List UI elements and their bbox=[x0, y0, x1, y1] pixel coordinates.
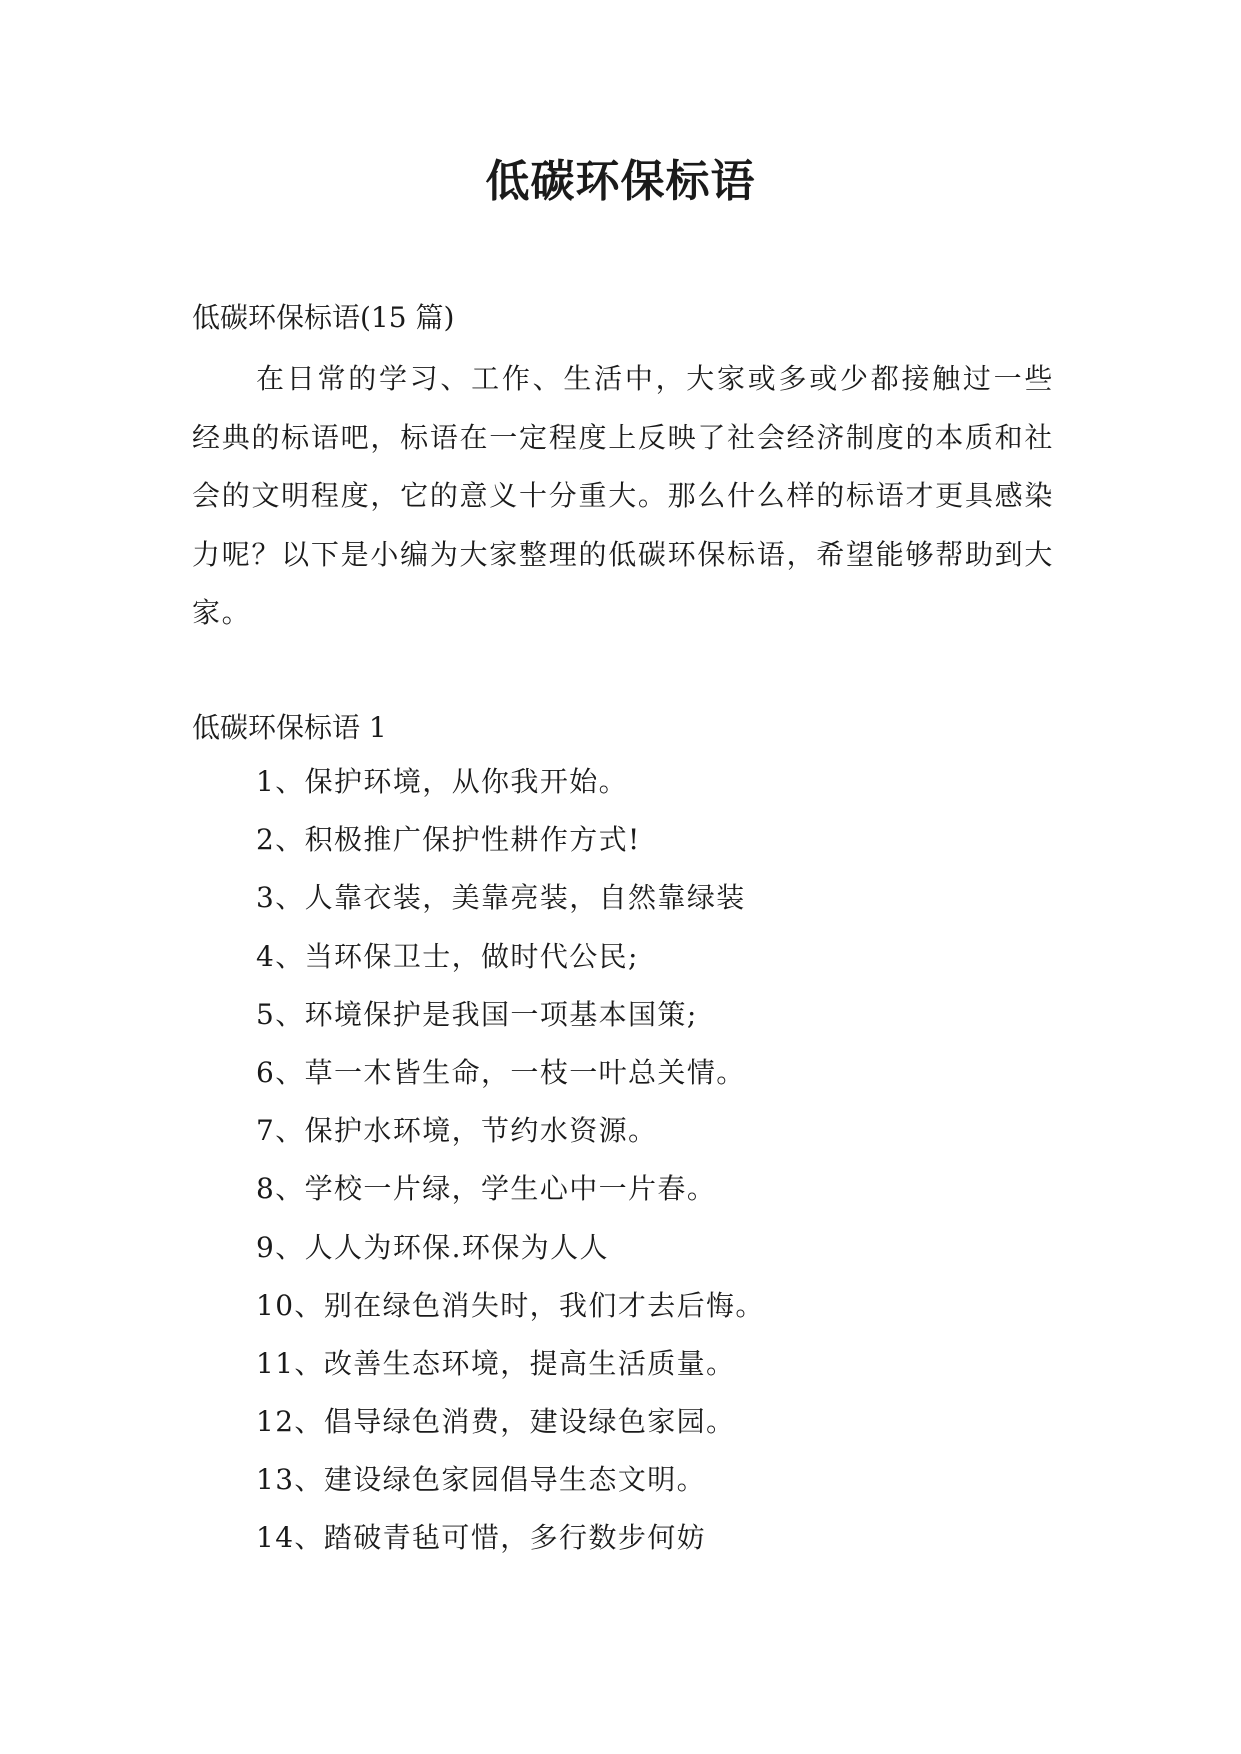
slogan-item: 9、人人为环保.环保为人人 bbox=[256, 1230, 609, 1264]
slogan-item: 7、保护水环境，节约水资源。 bbox=[256, 1114, 658, 1148]
slogan-item: 3、人靠衣装，美靠亮装，自然靠绿装 bbox=[256, 881, 746, 915]
slogan-item: 10、别在绿色消失时，我们才去后悔。 bbox=[256, 1288, 765, 1322]
slogan-item: 1、保护环境，从你我开始。 bbox=[256, 765, 629, 798]
document-subtitle: 低碳环保标语(15 篇) bbox=[192, 301, 455, 334]
document-title: 低碳环保标语 bbox=[485, 156, 756, 207]
slogan-item: 5、环境保护是我国一项基本国策; bbox=[256, 997, 698, 1031]
slogan-item: 11、改善生态环境，提高生活质量。 bbox=[256, 1346, 736, 1380]
slogan-item: 13、建设绿色家园倡导生态文明。 bbox=[256, 1463, 707, 1497]
slogan-item: 2、积极推广保护性耕作方式! bbox=[256, 823, 641, 857]
slogan-list bbox=[256, 760, 765, 1575]
slogan-item: 14、踏破青毡可惜，多行数步何妨 bbox=[256, 1521, 707, 1555]
slogan-item: 6、草一木皆生命，一枝一叶总关情。 bbox=[256, 1055, 746, 1089]
slogan-item: 8、学校一片绿，学生心中一片春。 bbox=[256, 1172, 717, 1206]
slogan-item: 4、当环保卫士，做时代公民; bbox=[256, 939, 639, 973]
intro-paragraph: 在日常的学习、工作、生活中，大家或多或少都接触过一些经典的标语吧，标语在一定程度上反映了社会经济制度的本质和社会的文明程度，它的意义十分重大。那么什么样的标语才更具感染力呢？以下是小编为大家整理的低碳环保标语，希望能够帮助到大家。 bbox=[192, 362, 1054, 629]
section-heading: 低碳环保标语 1 bbox=[192, 711, 387, 744]
slogan-item: 12、倡导绿色消费，建设绿色家园。 bbox=[256, 1405, 736, 1439]
